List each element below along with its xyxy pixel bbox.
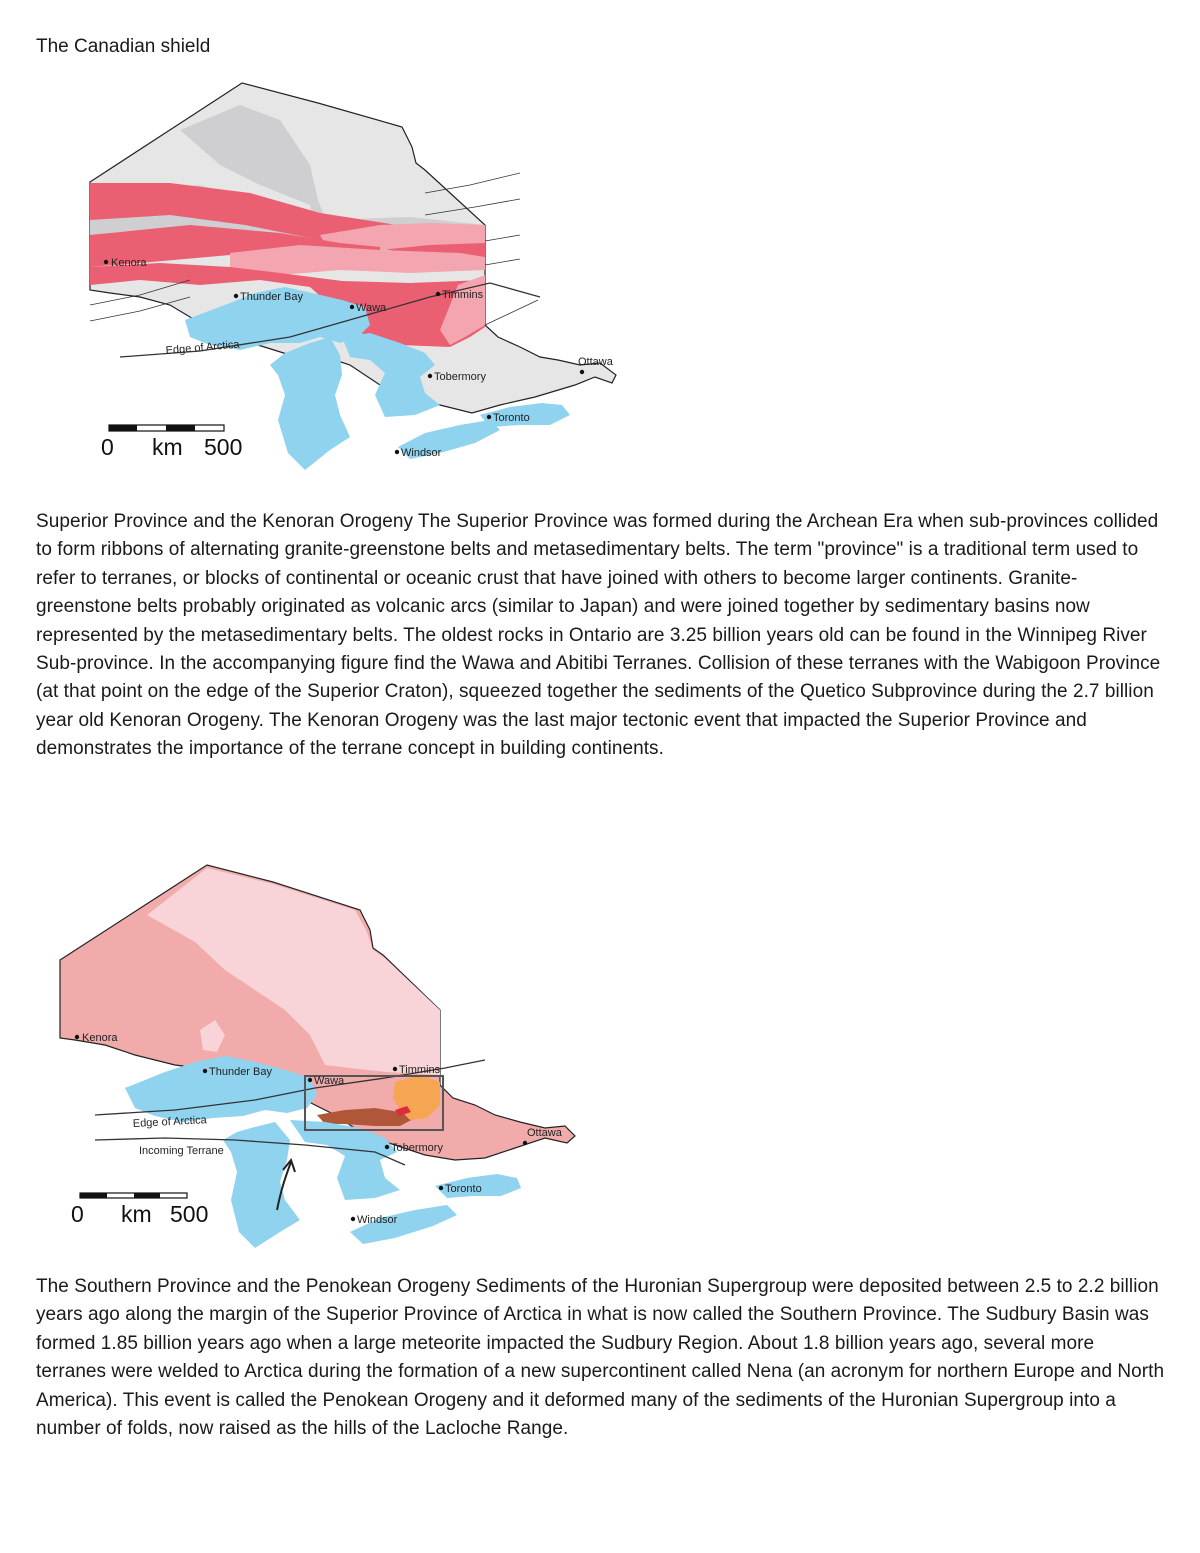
windsor-dot [395,450,399,454]
ottawa-dot [523,1141,527,1145]
kenora-dot [75,1035,79,1039]
terrane-line-7 [485,300,538,325]
ontario-landmass [60,865,575,1160]
scale-max: 500 [204,434,243,460]
toronto-label: Toronto [445,1183,482,1195]
scale-bar-segment [109,425,137,431]
wawa-label: Wawa [314,1075,345,1087]
paragraph-superior-province: Superior Province and the Kenoran Orogeny The Superior Province was formed during the Archean Era when sub-provinces collided to form ribbons of alternating granite-greenstone belts and metasedimentary belts. The term "province" is a traditional term used to refer to terranes, or blocks of continental or oceanic crust that have joined with others to become larger continents. Granite-greenstone belts probably originated as volcanic arcs (similar to Japan) and were joined together by sedimentary basins now represented by the metasedimentary belts. The oldest rocks in Ontario are 3.25 billion years old can be found in the Winnipeg River Sub-province. In the accompanying figure find the Wawa and Abitibi Terranes. Collision of these terranes with the Wabigoon Province (at that point on the edge of the Superior Craton), squeezed together the sediments of the Quetico Subprovince during the 2.7 billion year old Kenoran Orogeny. The Kenoran Orogeny was the last major tectonic event that impacted the Superior Province and demonstrates the importance of the terrane concept in building continents. [36,511,1161,760]
edge-of-arctica-label: Edge of Arctica [132,1114,208,1130]
timmins-label: Timmins [399,1064,441,1076]
timmins-dot [393,1067,397,1071]
kenora-dot [104,260,108,264]
windsor-label: Windsor [401,447,442,459]
wawa-label: Wawa [356,302,387,314]
scale-bar [101,425,242,460]
scale-zero: 0 [71,1201,84,1227]
ottawa-dot [580,370,584,374]
scale-bar-segment [134,1193,160,1198]
thunder-bay-dot [203,1069,207,1073]
tobermory-label: Tobermory [434,371,486,383]
tobermory-dot [428,374,432,378]
kenora-label: Kenora [82,1032,118,1044]
windsor-label: Windsor [357,1214,398,1226]
superior-province-map [80,75,640,475]
incoming-terrane-label: Incoming Terrane [139,1145,224,1157]
terrane-line-5 [485,235,520,241]
toronto-dot [439,1186,443,1190]
scale-max: 500 [170,1201,209,1227]
wawa-dot [350,305,354,309]
scale-bar-segment [166,425,195,431]
tobermory-label: Tobermory [391,1142,443,1154]
toronto-dot [487,415,491,419]
ottawa-label: Ottawa [578,356,613,368]
tobermory-dot [385,1145,389,1149]
page-title: The Canadian shield [36,36,211,57]
timmins-dot [436,292,440,296]
southern-province-map [55,860,595,1250]
thunder-bay-label: Thunder Bay [240,291,303,303]
thunder-bay-label: Thunder Bay [209,1066,272,1078]
thunder-bay-dot [234,294,238,298]
kenora-label: Kenora [111,257,147,269]
edge-of-arctica-label: Edge of Arctica [165,338,240,357]
lake-michigan [270,337,350,470]
scale-bar-segment [80,1193,107,1198]
scale-unit: km [152,434,183,460]
timmins-label: Timmins [442,289,484,301]
ontario-landmass [90,83,616,413]
paragraph-southern-province: The Southern Province and the Penokean Orogeny Sediments of the Huronian Supergroup were deposited between 2.5 to 2.2 billion years ago along the margin of the Superior Province of Arctica in what is now called the Southern Province. The Sudbury Basin was formed 1.85 billion years ago when a large meteorite impacted the Sudbury Region. About 1.8 billion years ago, several more terranes were welded to Arctica during the formation of a new supercontinent called Nena (an acronym for northern Europe and North America). This event is called the Penokean Orogeny and it deformed many of the sediments of the Huronian Supergroup into a number of folds, now raised as the hills of the Lacloche Range. [36,1276,1165,1440]
toronto-label: Toronto [493,412,530,424]
ottawa-label: Ottawa [527,1127,562,1139]
terrane-line-6 [485,259,520,265]
scale-unit: km [121,1201,152,1227]
scale-zero: 0 [101,434,114,460]
wawa-dot [308,1078,312,1082]
lake-michigan [223,1122,300,1248]
windsor-dot [351,1217,355,1221]
scale-bar [71,1193,208,1227]
